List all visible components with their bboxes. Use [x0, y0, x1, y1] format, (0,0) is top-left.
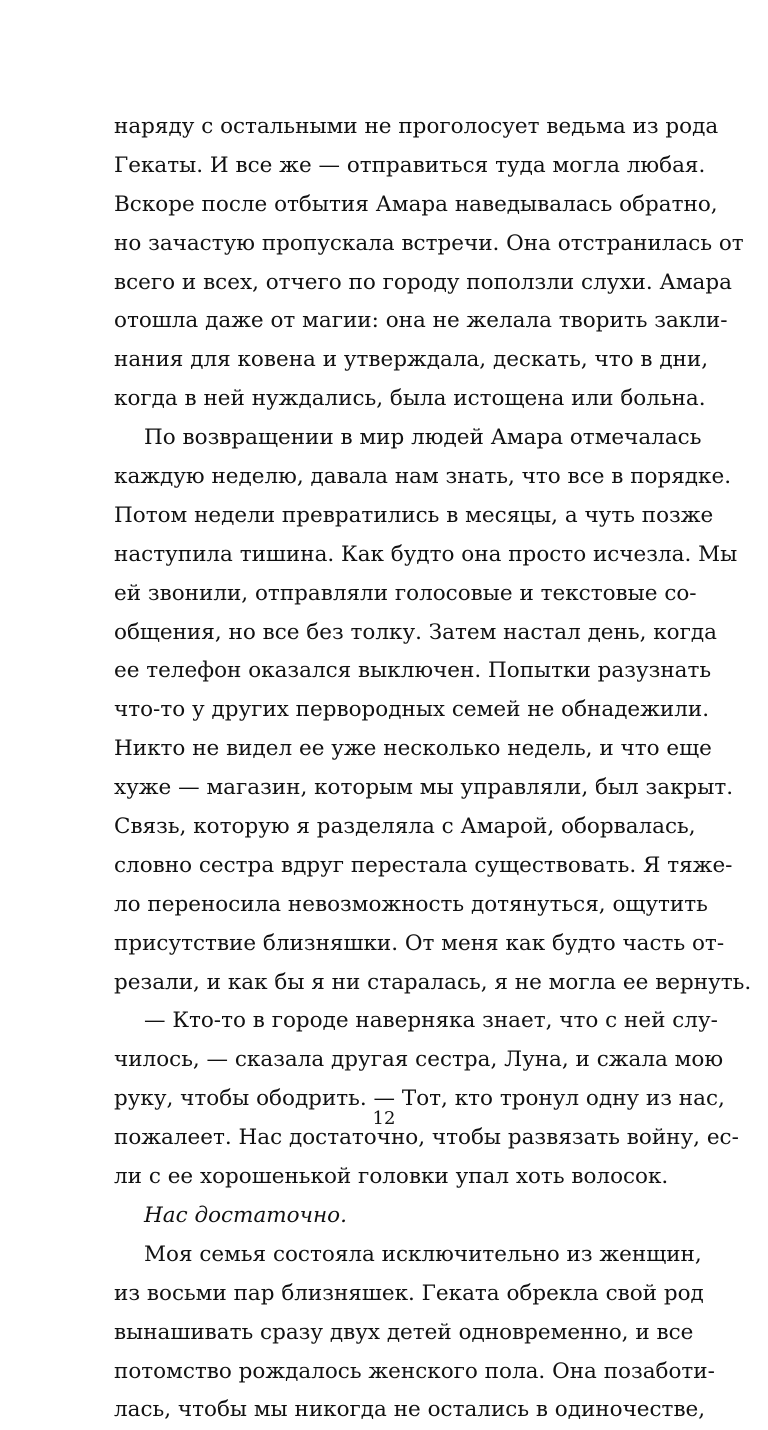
- text-line: чилось, — сказала другая сестра, Луна, и сжала мою: [114, 1047, 724, 1073]
- page-number: 12: [372, 1108, 396, 1129]
- text-line: пожалеет. Нас достаточно, чтобы развязать войну, ес-: [114, 1125, 739, 1151]
- text-line: Никто не видел ее уже несколько недель, и что еще: [114, 736, 712, 762]
- text-line: ло переносила невозможность дотянуться, ощутить: [114, 891, 708, 917]
- text-line: ее телефон оказался выключен. Попытки разузнать: [114, 658, 712, 684]
- text-line: наряду с остальными не проголосует ведьма из рода: [114, 114, 719, 139]
- text-line: наступила тишина. Как будто она просто исчезла. Мы: [114, 541, 738, 567]
- text-line: но зачастую пропускала встречи. Она отстранилась от: [114, 230, 744, 256]
- text-line: По возвращении в мир людей Амара отмечалась: [144, 425, 702, 451]
- text-line: Связь, которую я разделяла с Амарой, оборвалась,: [114, 814, 696, 840]
- text-line: вынашивать сразу двух детей одновременно, и все: [114, 1319, 694, 1345]
- text-line: лась, чтобы мы никогда не остались в одиночестве,: [114, 1397, 706, 1423]
- text-line: Гекаты. И все же — отправиться туда могла любая.: [114, 152, 706, 178]
- body-text: [114, 108, 752, 1430]
- text-line: ей звонили, отправляли голосовые и текстовые со-: [114, 580, 697, 606]
- text-line: словно сестра вдруг перестала существовать. Я тяже-: [114, 852, 733, 878]
- text-line: Моя семья состояла исключительно из женщин,: [144, 1241, 702, 1267]
- text-line: потомство рождалось женского пола. Она позаботи-: [114, 1358, 715, 1384]
- text-line: ли с ее хорошенькой головки упал хоть волосок.: [114, 1164, 669, 1190]
- text-line: — Кто-то в городе наверняка знает, что с ней слу-: [144, 1008, 718, 1034]
- text-line: Потом недели превратились в месяцы, а чуть позже: [114, 502, 714, 528]
- text-line: нания для ковена и утверждала, дескать, что в дни,: [114, 347, 709, 373]
- text-line: что-то у других первородных семей не обнадежили.: [114, 697, 710, 723]
- text-line: отошла даже от магии: она не желала творить закли-: [114, 308, 728, 334]
- text-line: общения, но все без толку. Затем настал день, когда: [114, 619, 717, 645]
- text-line: каждую неделю, давала нам знать, что все в порядке.: [114, 464, 732, 490]
- text-line: когда в ней нуждались, была истощена или больна.: [114, 386, 706, 412]
- text-line: хуже — магазин, которым мы управляли, был закрыт.: [114, 775, 734, 801]
- text-line: всего и всех, отчего по городу поползли слухи. Амара: [114, 269, 732, 295]
- text-line: из восьми пар близняшек. Геката обрекла свой род: [114, 1280, 704, 1306]
- text-line: присутствие близняшки. От меня как будто часть от-: [114, 930, 725, 956]
- text-line: резали, и как бы я ни старалась, я не могла ее вернуть.: [114, 969, 752, 995]
- text-line: руку, чтобы ободрить. — Тот, кто тронул одну из нас,: [114, 1086, 725, 1112]
- italic-text-line: Нас достаточно.: [144, 1202, 347, 1228]
- text-line: Вскоре после отбытия Амара наведывалась обратно,: [114, 191, 718, 217]
